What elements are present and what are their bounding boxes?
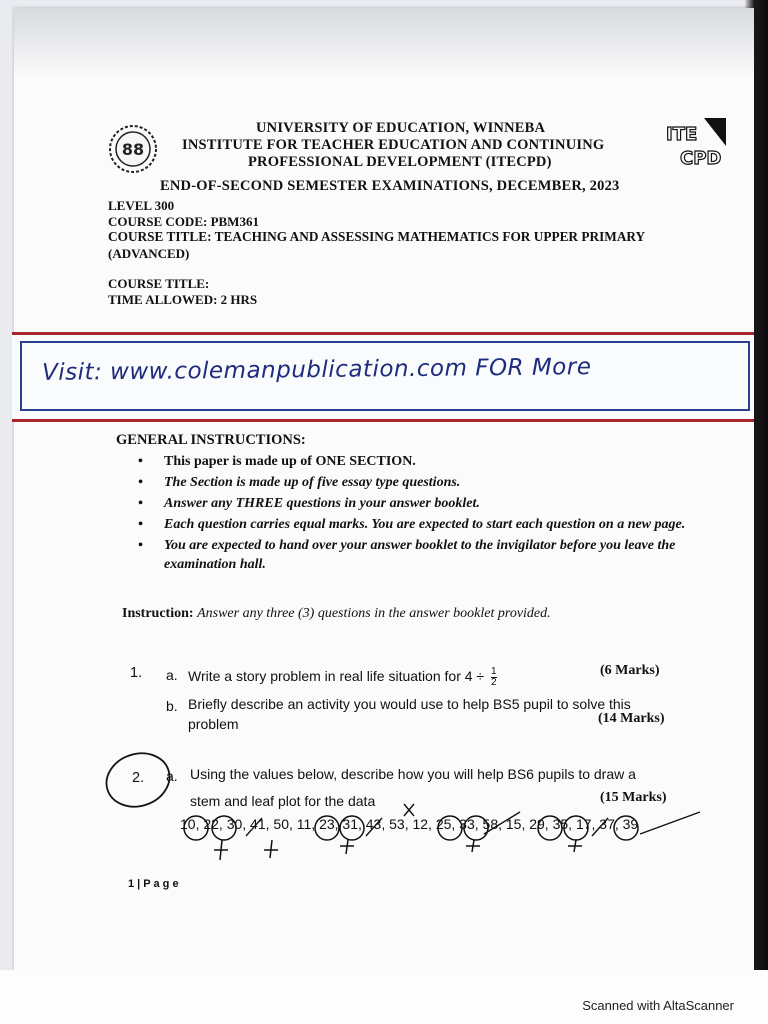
question-1b-text: Briefly describe an activity you would use to help BS5 pupil to solve this [188,696,631,712]
question-2a-marks: (15 Marks) [600,790,667,805]
promo-banner [12,332,754,422]
instruction-item: • Answer any THREE questions in your answer booklet. [138,494,728,513]
general-instructions-title: GENERAL INSTRUCTIONS: [116,432,306,448]
question-1a [188,667,497,688]
itecpd-logo-top: ITE [666,124,698,145]
itecpd-logo-bottom: CPD [680,148,722,168]
instruction-item: • Each question carries equal marks. You are expected to start each question on a new page. [138,515,728,534]
institute-name-cont: PROFESSIONAL DEVELOPMENT (ITECPD) [248,154,552,170]
fraction [491,667,497,688]
scanner-watermark: Scanned with AltaScanner [582,998,734,1013]
question-1b-label: b. [166,698,178,714]
instruction-item: • The Section is made up of five essay type questions. [138,473,728,492]
course-title-cont: (ADVANCED) [108,246,190,261]
itecpd-logo-icon [664,116,728,168]
fraction-denominator: 2 [491,677,497,688]
institute-name: INSTITUTE FOR TEACHER EDUCATION AND CONTINUING [182,137,605,153]
question-2-data: 10, 22, 30, 41, 50, 11, 23, 31, 43, 53, 12, 25, 33, 58, 15, 29, 35, 17, 37, 39 [180,816,639,832]
question-1-number: 1. [130,665,143,681]
page-number: 1 | P a g e [128,878,179,890]
fraction-numerator: 1 [491,666,497,677]
level: LEVEL 300 [108,198,175,213]
course-title: COURSE TITLE: TEACHING AND ASSESSING MATHEMATICS FOR UPPER PRIMARY [108,229,646,244]
course-title-blank: COURSE TITLE: [108,276,210,291]
question-2a-text: Using the values below, describe how you will help BS6 pupils to draw a [190,766,636,782]
general-instructions-list [138,452,728,576]
instruction-text: Answer any three (3) questions in the answer booklet provided. [197,606,551,621]
instruction [122,606,551,622]
sheet-shadow [14,8,754,78]
time-allowed: TIME ALLOWED: 2 HRS [108,292,258,307]
instruction-label: Instruction: [122,606,194,621]
question-1b-marks: (14 Marks) [598,711,665,726]
question-1a-label: a. [166,667,178,683]
course-code: COURSE CODE: PBM361 [108,214,259,229]
scan-footer-area [0,970,768,1024]
question-2a-label: a. [166,768,178,784]
crest-icon [108,124,158,174]
question-1a-text: Write a story problem in real life situation for 4 ÷ [188,668,485,685]
university-name: UNIVERSITY OF EDUCATION, WINNEBA [256,120,546,136]
instruction-item: • You are expected to hand over your answer booklet to the invigilator before you leave the examination hall. [138,536,728,574]
question-1a-marks: (6 Marks) [600,663,660,678]
crest-text: 88 [121,140,145,159]
question-1b-text-cont: problem [188,716,239,732]
promo-banner-text: Visit: www.colemanpublication.com FOR More [41,354,592,386]
question-2-number: 2. [132,770,145,786]
exam-title: END-OF-SECOND SEMESTER EXAMINATIONS, DECEMBER, 2023 [160,178,620,194]
instruction-item: • This paper is made up of ONE SECTION. [138,452,728,471]
question-2a-text-cont: stem and leaf plot for the data [190,793,376,809]
